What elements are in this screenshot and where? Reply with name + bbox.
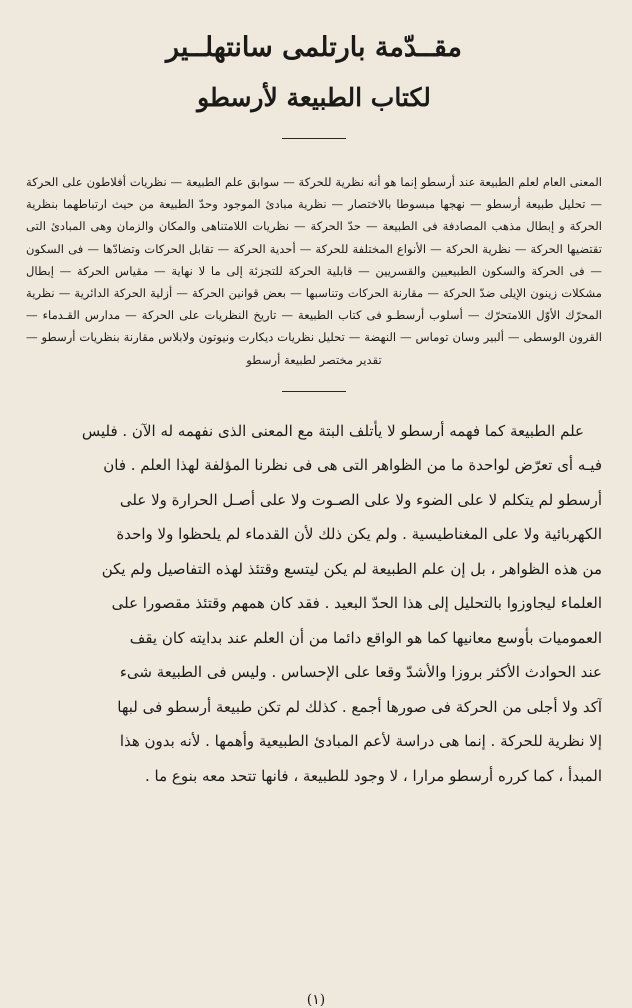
- body-line: العلماء ليجاوزوا بالتحليل إلى هذا الحدّ البعيد . فقد كان همهم وقتئذ مقصورا على: [111, 594, 602, 613]
- body-line: علم الطبيعة كما فهمه أرسطو لا يأتلف البتة مع المعنى الذى نفهمه له الآن . فليس: [81, 421, 584, 440]
- summary-divider: [282, 391, 346, 392]
- body-line: آكد ولا أجلى من الحركة فى صورها أجمع . كذلك لم تكن طبيعة أرسطو فى لبها: [117, 697, 602, 716]
- chapter-summary: المعنى العام لعلم الطبيعة عند أرسطو إنما هو أنه نظرية للحركة — سوابق علم الطبيعة — نظريات أفلاطون على الحركة — تحليل طبيعة أرسطو — نهجها مبسوطا بالاختصار — نظرية مبادئ الموجود وحدّ الطبيعة من حيث ارتباطهما بنظرية الحركة و إبطال مذهب المصادفة فى الطبيعة — حدّ الحركة — نظريات اللامتناهى والمكان والزمان وهى المبادئ التى تقتضيها الحركة — نظرية الحركة — الأنواع المختلفة للحركة — أحدية الحركة — تقابل الحركات وتضادّها — فى السكون — فى الحركة والسكون الطبيعيين والقسريين — قابلية الحركة للتجزئة إلى ما لا نهاية — مقياس الحركة — إبطال مشكلات زينون الإيلى ضدّ الحركة — مقارنة الحركات وتناسبها — بعض قوانين الحركة — أزلية الحركة الدائرية — نظرية المحرّك الأوّل اللامتحرّك — أسلوب أرسطـو فى كتاب الطبيعة — تاريخ النظريات على الحركة — مدارس القـدماء — القرون الوسطى — ألبير وسان توماس — النهضة — تحليل نظريات ديكارت ونيوتون ولابلاس مقارنة بنظريات أرسطو — تقدير مختصر لطبيعة أرسطو: [26, 175, 602, 367]
- body-line: إلا نظرية للحركة . إنما هى دراسة لأعم المبادئ الطبيعية وأهمها . لأنه بدون هذا: [119, 732, 602, 751]
- chapter-subtitle: لكتاب الطبيعة لأرسطو: [197, 83, 431, 112]
- body-line: عند الحوادث الأكثر بروزا والأشدّ وقعا على الإحساس . وليس فى الطبيعة شىء: [119, 663, 602, 682]
- chapter-title: مقــدّمة بارتلمى سانتهلــير: [166, 32, 462, 63]
- body-paragraph: [26, 414, 602, 794]
- heading-divider: [282, 138, 346, 139]
- body-line: العموميات بأوسع معانيها كما هو الواقع دائما من أن العلم عند بدايته كان يقف: [129, 628, 602, 647]
- page-number: (١): [306, 992, 326, 1008]
- body-line: من هذه الظواهر ، بل إن علم الطبيعة لم يكن ليتسع وقتئذ لهذه التفاصيل ولم يكن: [101, 559, 602, 578]
- body-line: أرسطو لم يتكلم لا على الضوء ولا على الصـوت ولا على أصـل الحرارة ولا على: [119, 490, 602, 509]
- body-line: الكهربائية ولا على المغناطيسية . ولم يكن ذلك لأن القدماء لم يلحظوا ولا واحدة: [116, 525, 602, 544]
- body-line: المبدأ ، كما كرره أرسطو مرارا ، لا وجود للطبيعة ، فانها تتحد معه بنوع ما .: [144, 766, 602, 785]
- body-line: فيـه أى تعرّض لواحدة ما من الظواهر التى هى فى نظرنا المؤلفة لهذا العلم . فان: [103, 456, 602, 475]
